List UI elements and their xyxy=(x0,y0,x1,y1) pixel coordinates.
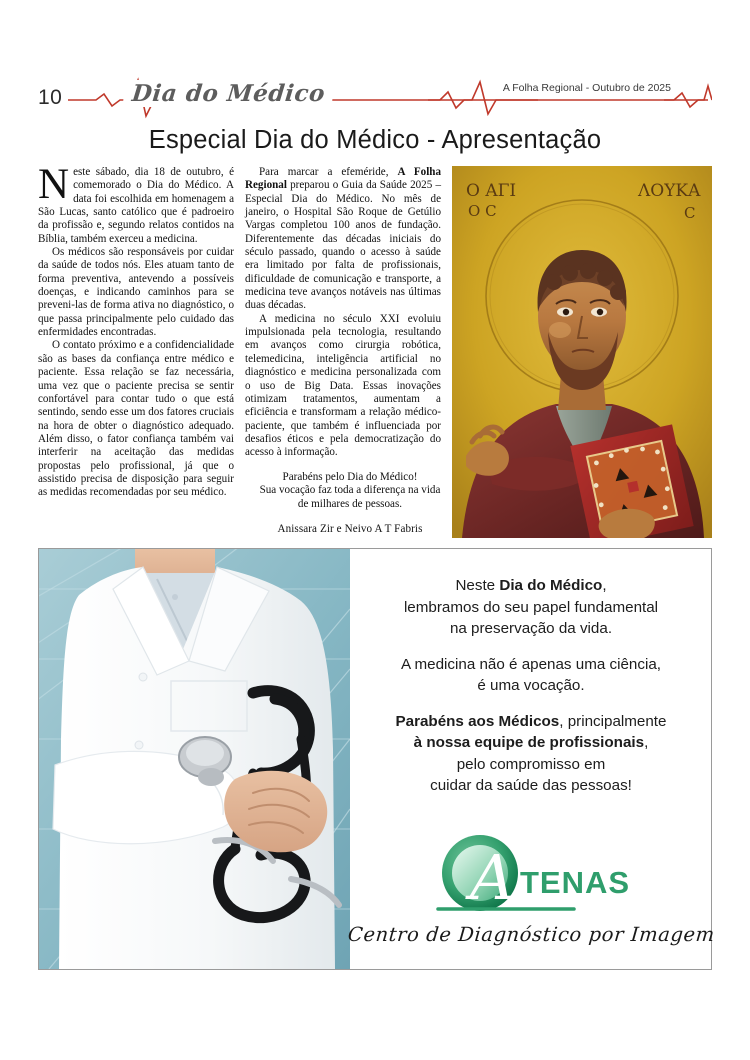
ad-emphasis: Parabéns aos Médicos xyxy=(395,712,560,730)
ad-emphasis: à nossa equipe de profissionais xyxy=(413,734,645,751)
ad-text: , principalmente xyxy=(559,712,667,730)
ad-text: , xyxy=(644,734,649,751)
article-paragraph: A medicina no século XXI evoluiu impulsionada pela tecnologia, resultando em avanços como cirurgia robótica, telemedicina, inteligência artificial no diagnóstico e medicina personalizada com o uso de Big Data. Essas inovações otimizam tratamentos, aumentam a eficiência e transformam a relação médico-paciente, que também é influenciada por desafios éticos e pela democratização do acesso à informação. xyxy=(245,312,441,459)
ad-line: pelo compromisso em xyxy=(456,755,606,773)
svg-text:Ϲ: Ϲ xyxy=(684,204,696,222)
svg-text:Ο Ϲ: Ο Ϲ xyxy=(468,202,497,220)
ad-line: lembramos do seu papel fundamental xyxy=(403,598,659,616)
ad-message-block-1 xyxy=(404,575,658,640)
article-column-1 xyxy=(38,161,234,538)
icon-inscription-left: Ο ΑΓΙ xyxy=(466,181,517,201)
logo-name: TENAS xyxy=(519,864,630,900)
ad-emphasis: Dia do Médico xyxy=(499,577,603,594)
article-paragraph: O contato próximo e a confidencialidade são as bases da confiança entre médico e paciente. Essa relação se faz necessária, uma vez que o paciente precisa se sentir confortável para contar tudo o que está sentindo, sendo esse um dos fatores cruciais na hora de obter o diagnóstico adequado. Além disso, o fator confiança também vai interferir na aceitação das medidas propostas pelo profissional, já que o assistido precisa de disposição para seguir as medidas recomendadas por seu médico. xyxy=(38,339,234,499)
ad-line: cuidar da saúde das pessoas! xyxy=(430,777,632,794)
atenas-logo-mark xyxy=(424,831,639,921)
closing-message-line: de milhares de pessoas. xyxy=(297,497,403,510)
ad-text: , xyxy=(602,577,607,594)
ad-line xyxy=(396,711,667,733)
doctor-photo xyxy=(39,549,350,969)
ad-line xyxy=(404,575,658,597)
ad-message-block-2 xyxy=(401,654,661,697)
closing-message-line: Sua vocação faz toda a diferença na vida xyxy=(259,484,441,497)
article-paragraph: Os médicos são responsáveis por cuidar da saúde de todos nós. Eles atuam tanto de forma preventiva, antevendo a possíveis doenças, e indicando caminhos para se preveni-las de forma ativa no diagnóstico, o que passa principalmente pelo cuidado das enfermidades encontradas. xyxy=(38,246,234,339)
logo-letter: A xyxy=(469,840,515,914)
ad-line: A medicina não é apenas uma ciência, xyxy=(400,655,662,673)
ad-line xyxy=(396,732,667,754)
atenas-logo-tagline: Centro de Diagnóstico por Imagem xyxy=(346,922,716,946)
ad-line: é uma vocação. xyxy=(477,677,585,694)
edition-label: A Folha Regional - Outubro de 2025 xyxy=(496,82,678,94)
saint-luke-icon-image xyxy=(452,166,712,538)
paragraph-text: preparou o Guia da Saúde 2025 – Especial Dia do Médico. No mês de janeiro, o Hospital São Roque de Getúlio Vargas completou 100 anos de fundação. Diferentemente das décadas iniciais do século passado, quando o acesso à saúde era limitado por falta de profissionais, dificuldade de comunicação e transporte, a medicina teve avanços notáveis nas últimas duas décadas. xyxy=(245,179,441,312)
ad-text: Neste xyxy=(455,577,500,594)
section-title: Dia do Médico xyxy=(123,80,335,107)
closing-message-line: Parabéns pelo Dia do Médico! xyxy=(282,470,418,483)
masthead xyxy=(38,72,712,120)
page-title: Especial Dia do Médico - Apresentação xyxy=(148,126,602,154)
page-number: 10 xyxy=(38,86,63,109)
ad-message-block-3 xyxy=(396,711,667,797)
article-paragraph: Neste sábado, dia 18 de outubro, é comemorado o Dia do Médico. A data foi escolhida em homenagem a São Lucas, santo católico que é padroeiro da profissão e, segundo relatos contidos na Bíblia, também exerceu a medicina. xyxy=(38,161,234,245)
ad-line: na preservação da vida. xyxy=(449,620,613,637)
article-column-2 xyxy=(245,166,441,538)
advertisement-text-panel xyxy=(346,549,716,969)
publication-name: A Folha Regional xyxy=(245,166,442,192)
paragraph-text: Para marcar a efeméride, xyxy=(259,166,398,178)
article-byline: Anissara Zir e Neivo A T Fabris xyxy=(277,523,423,536)
atenas-logo xyxy=(346,831,716,946)
icon-inscription-right: ΛΟΥΚΑ xyxy=(638,181,701,201)
article-paragraph xyxy=(245,166,441,313)
advertisement-box xyxy=(38,548,716,970)
